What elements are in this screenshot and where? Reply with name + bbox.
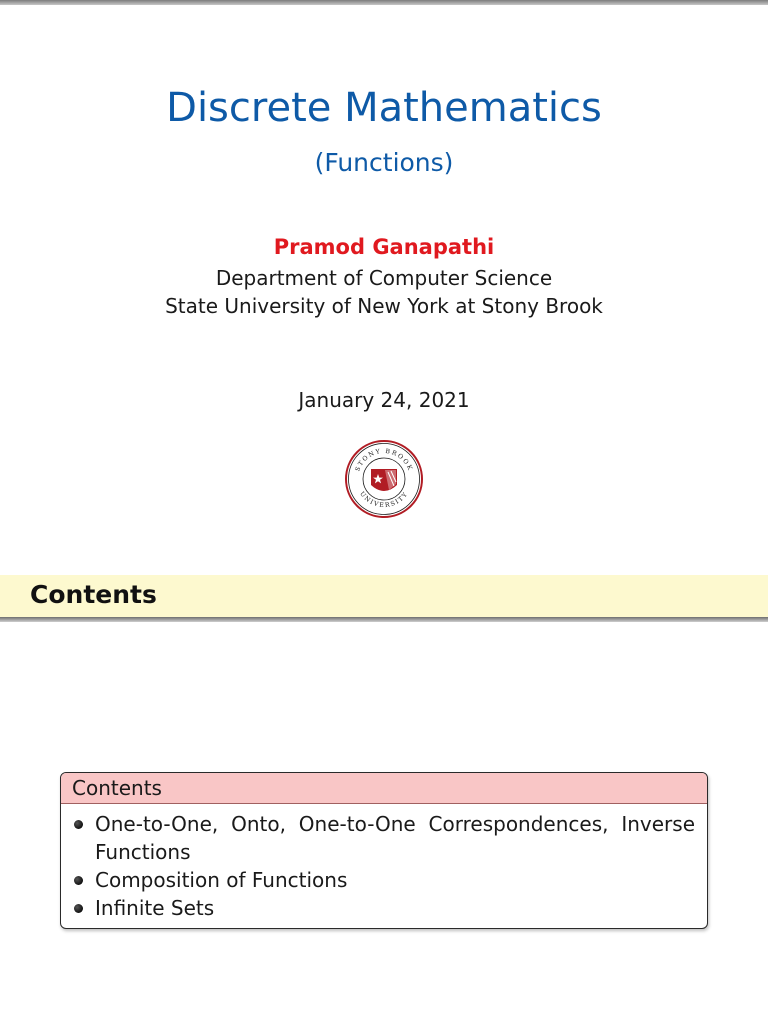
list-item-text: One-to-One, Onto, One-to-One Correspondences, Inverse — [95, 812, 695, 836]
university: State University of New York at Stony Brook — [165, 294, 603, 318]
list-item-text: Composition of Functions — [95, 868, 348, 892]
seal-top-text: STONY BROOK — [354, 447, 414, 473]
list-item-text-continued: Functions — [95, 840, 191, 864]
list-item-text: Infinite Sets — [95, 896, 215, 920]
slide-title: Discrete Mathematics — [166, 85, 602, 131]
block-header: Contents — [61, 773, 707, 804]
slide-subtitle: (Functions) — [314, 148, 454, 177]
contents-block — [60, 772, 708, 929]
list-item — [74, 866, 695, 894]
seal-bottom-text: UNIVERSITY — [358, 490, 410, 510]
top-divider — [0, 0, 768, 5]
department: Department of Computer Science — [215, 266, 553, 290]
date: January 24, 2021 — [298, 388, 470, 412]
list-item — [74, 810, 695, 866]
list-item — [74, 894, 695, 922]
contents-list — [61, 804, 707, 922]
bullet-icon — [74, 820, 83, 829]
author-name: Pramod Ganapathi — [273, 235, 495, 259]
bullet-icon — [74, 904, 83, 913]
university-seal-icon — [344, 439, 424, 519]
section-divider — [0, 617, 768, 622]
section-title: Contents — [30, 580, 157, 609]
bullet-icon — [74, 876, 83, 885]
